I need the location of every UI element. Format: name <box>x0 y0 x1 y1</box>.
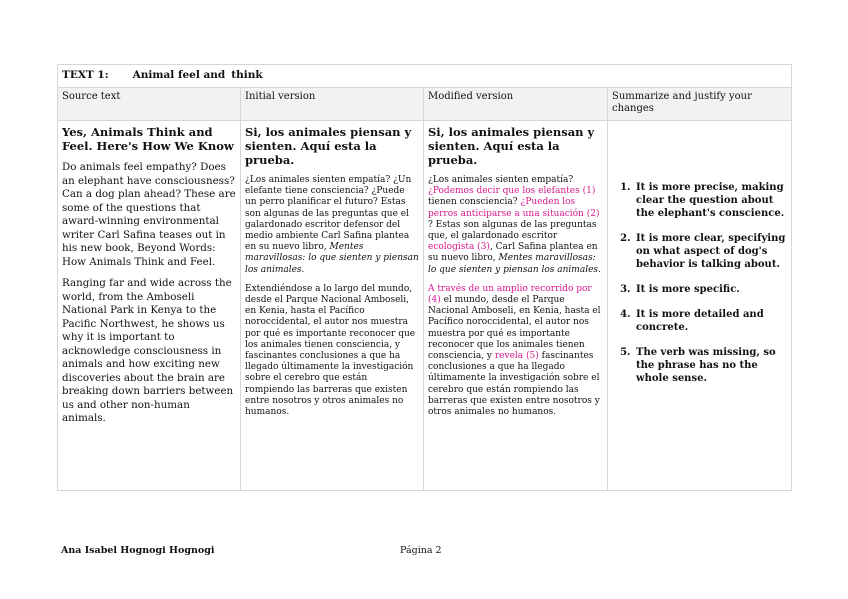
source-headline: Yes, Animals Think and Feel. Here's How We Know <box>62 125 234 153</box>
initial-paragraph-2: Extendiéndose a lo largo del mundo, desde el Parque Nacional Amboseli, en Kenia, hasta el Pacífico noroccidental, el autor nos muestra por qué es importante reconocer que los animales tienen consciencia, y fascinantes conclusiones a que ha llegado últimamente la investigación sobre el cerebro que están rompiendo las barreras que existen entre nosotros y otros animales no humanos. <box>245 283 416 418</box>
modified-change-5: revela (5) <box>494 351 539 362</box>
modified-change-1: ¿Podemos decir que los elefantes (1) <box>428 186 596 197</box>
summary-item-5: 5. The verb was missing, so the phrase has no the whole sense. <box>634 346 787 385</box>
title-text-1: Animal feel and <box>132 69 226 81</box>
header-summary: Summarize and justify your changes <box>608 88 792 121</box>
initial-paragraph-1 <box>245 175 419 276</box>
source-paragraph-1: Do animals feel empathy? Does an elephant have consciousness? Can a dog plan ahead? These are some of the questions that award-winning environmental writer Carl Safina teases out in his new book, Beyond Words: How Animals Think and Feel. <box>62 161 236 268</box>
header-source: Source text <box>58 88 241 121</box>
modified-cell <box>424 121 608 491</box>
initial-p1-text: ¿Los animales sienten empatía? ¿Un elefante tiene consciencia? ¿Puede un perro planificar el futuro? Estas son algunas de las preguntas que el galardonado escritor defensor del medio ambiente Carl Safina plantea en su nuevo libro, <box>245 175 412 253</box>
modified-headline: Si, los animales piensan y sienten. Aquí esta la prueba. <box>428 125 595 167</box>
summary-item-4: 4. It is more detailed and concrete. <box>634 308 787 334</box>
title-row <box>58 65 792 88</box>
modified-change-3: ecologista (3) <box>428 242 490 253</box>
header-initial: Initial version <box>241 88 424 121</box>
footer-author: Ana Isabel Hognogi Hognogi <box>61 545 215 556</box>
source-cell <box>58 121 241 491</box>
modified-change-4: A través de un amplio recorrido por (4) <box>428 283 592 306</box>
summary-item-3: 3. It is more specific. <box>634 283 787 296</box>
source-paragraph-2: Ranging far and wide across the world, from the Amboseli National Park in Kenya to the Pacific Northwest, he shows us why it is important to acknowledge consciousness in animals and how exciting new discoveries about the brain are breaking down barriers between us and other non-human animals. <box>62 277 234 424</box>
title-text-2: think <box>231 69 263 81</box>
title-label: TEXT 1: <box>62 69 109 81</box>
table-title <box>58 65 792 88</box>
summary-cell <box>608 121 792 491</box>
initial-book-title: Mentes maravillosas: lo que sienten y piensan los animales. <box>245 242 419 275</box>
modified-text-1: ¿Los animales sienten empatía? <box>428 175 574 185</box>
modified-book-title: Mentes maravillosas: lo que sienten y piensan los animales. <box>428 253 601 275</box>
summary-item-1: 1. It is more precise, making clear the question about the elephant's conscience. <box>634 181 787 220</box>
summary-list <box>612 181 787 385</box>
modified-text-3: ? Estas son algunas de las preguntas que, el galardonado escritor <box>428 219 597 242</box>
header-modified: Modified version <box>424 88 608 121</box>
modified-paragraph-1 <box>428 175 603 276</box>
summary-item-2: 2. It is more clear, specifying on what aspect of dog's behavior is talking about. <box>634 232 787 271</box>
initial-headline: Si, los animales piensan y sienten. Aquí esta la prueba. <box>245 125 412 167</box>
modified-text-4: , Carl Safina plantea en su nuevo libro, <box>428 242 598 264</box>
comparison-table <box>57 64 792 491</box>
modified-text-6: fascinantes conclusiones a que ha llegado últimamente la investigación sobre el cerebro que están rompiendo las barreras que existen entre nosotros y otros animales no humanos. <box>428 351 600 418</box>
content-row <box>58 121 792 491</box>
initial-cell <box>241 121 424 491</box>
footer-page-number: Página 2 <box>400 545 442 556</box>
modified-text-5: el mundo, desde el Parque Nacional Amboseli, en Kenia, hasta el Pacífico noroccidental, el autor nos muestra por qué es importante reconocer que los animales tienen consciencia, y <box>428 295 601 362</box>
modified-change-2: ¿Pueden los perros anticiparse a una situación (2) <box>428 197 600 219</box>
modified-paragraph-2 <box>428 284 603 418</box>
modified-text-2: tienen consciencia? <box>428 197 521 208</box>
header-row <box>58 88 792 121</box>
